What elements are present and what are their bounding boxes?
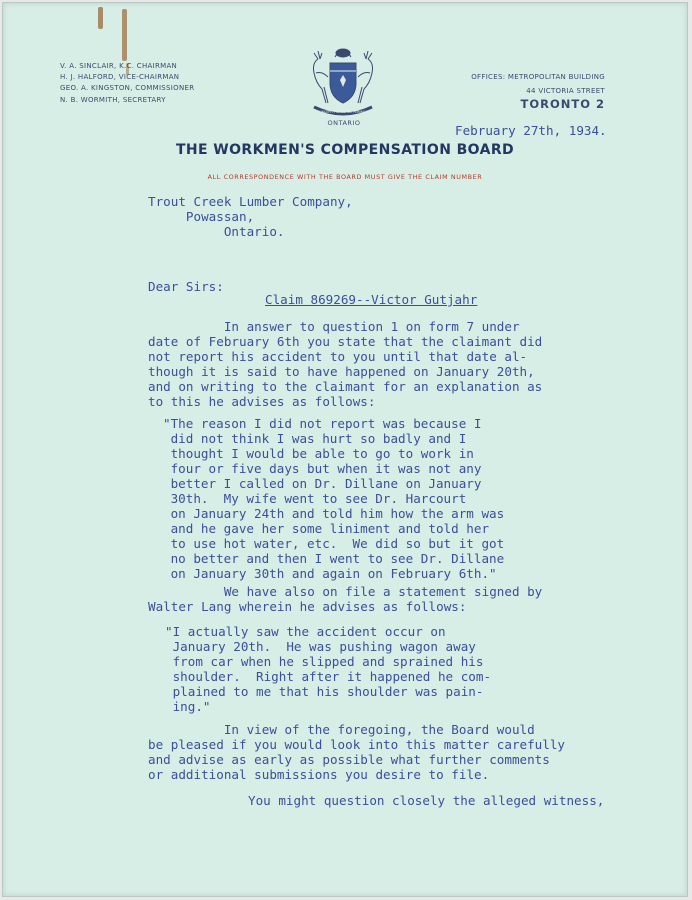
witness-quote: "I actually saw the accident occur on January 20th. He was pushing wagon away from car when he slipped and sprained his shoulder. Right after it happened he com- plained to me that his shoulder was pain- ing.": [165, 624, 492, 714]
crest-label: ONTARIO: [327, 119, 361, 127]
officer-line: V. A. SINCLAIR, K.C. CHAIRMAN: [60, 62, 178, 70]
correspondence-note: ALL CORRESPONDENCE WITH THE BOARD MUST GIVE THE CLAIM NUMBER: [207, 173, 483, 181]
ontario-coat-of-arms-icon: [300, 43, 386, 119]
rust-stain: [122, 9, 127, 61]
body-paragraph-2: We have also on file a statement signed by Walter Lang wherein he advises as follows:: [148, 584, 543, 614]
officer-line: N. B. WORMITH, SECRETARY: [60, 95, 166, 104]
letter-page: [3, 3, 687, 896]
street-line: 44 VICTORIA STREET: [526, 86, 605, 95]
body-paragraph-1: In answer to question 1 on form 7 under date of February 6th you state that the claimant did not report his accident to you until that date al- though it is said to have happened on January 20th, and on writing to the claimant for an explanation as to this he advises as follows:: [148, 319, 543, 409]
claim-subject-line: Claim 869269--Victor Gutjahr: [265, 292, 478, 307]
rust-stain: [98, 7, 103, 29]
board-name: THE WORKMEN'S COMPENSATION BOARD: [175, 142, 515, 158]
salutation: Dear Sirs:: [148, 279, 224, 294]
body-paragraph-3: In view of the foregoing, the Board would be pleased if you would look into this matter carefully and advise as early as possible what further comments or additional submissions you desire to file.: [148, 722, 566, 782]
claimant-quote: "The reason I did not report was because I did not think I was hurt so badly and I thought I would be able to go to work in four or five days but when it was not any better I called on Dr. Dillane on January 30th. My wife went to see Dr. Harcourt on January 24th and told him how the arm was and he gave her some liniment and told her to use hot water, etc. We did so but it got no better and then I went to see Dr. Dillane on January 30th and again on February 6th.": [163, 416, 505, 581]
closing-line: You might question closely the alleged witness,: [248, 793, 605, 808]
recipient-address: Trout Creek Lumber Company, Powassan, Ontario.: [148, 194, 353, 239]
officer-line: H. J. HALFORD, VICE-CHAIRMAN: [60, 73, 180, 82]
crest-motto: UT INCEPIT FIDELIS SIC PERMANET: [315, 110, 371, 114]
letter-date: February 27th, 1934.: [455, 123, 607, 138]
offices-line: OFFICES: METROPOLITAN BUILDING: [471, 73, 605, 81]
officer-line: GEO. A. KINGSTON, COMMISSIONER: [60, 84, 195, 93]
office-address: [471, 71, 605, 112]
city-line: TORONTO 2: [520, 97, 605, 111]
board-officers-list: [60, 61, 194, 106]
